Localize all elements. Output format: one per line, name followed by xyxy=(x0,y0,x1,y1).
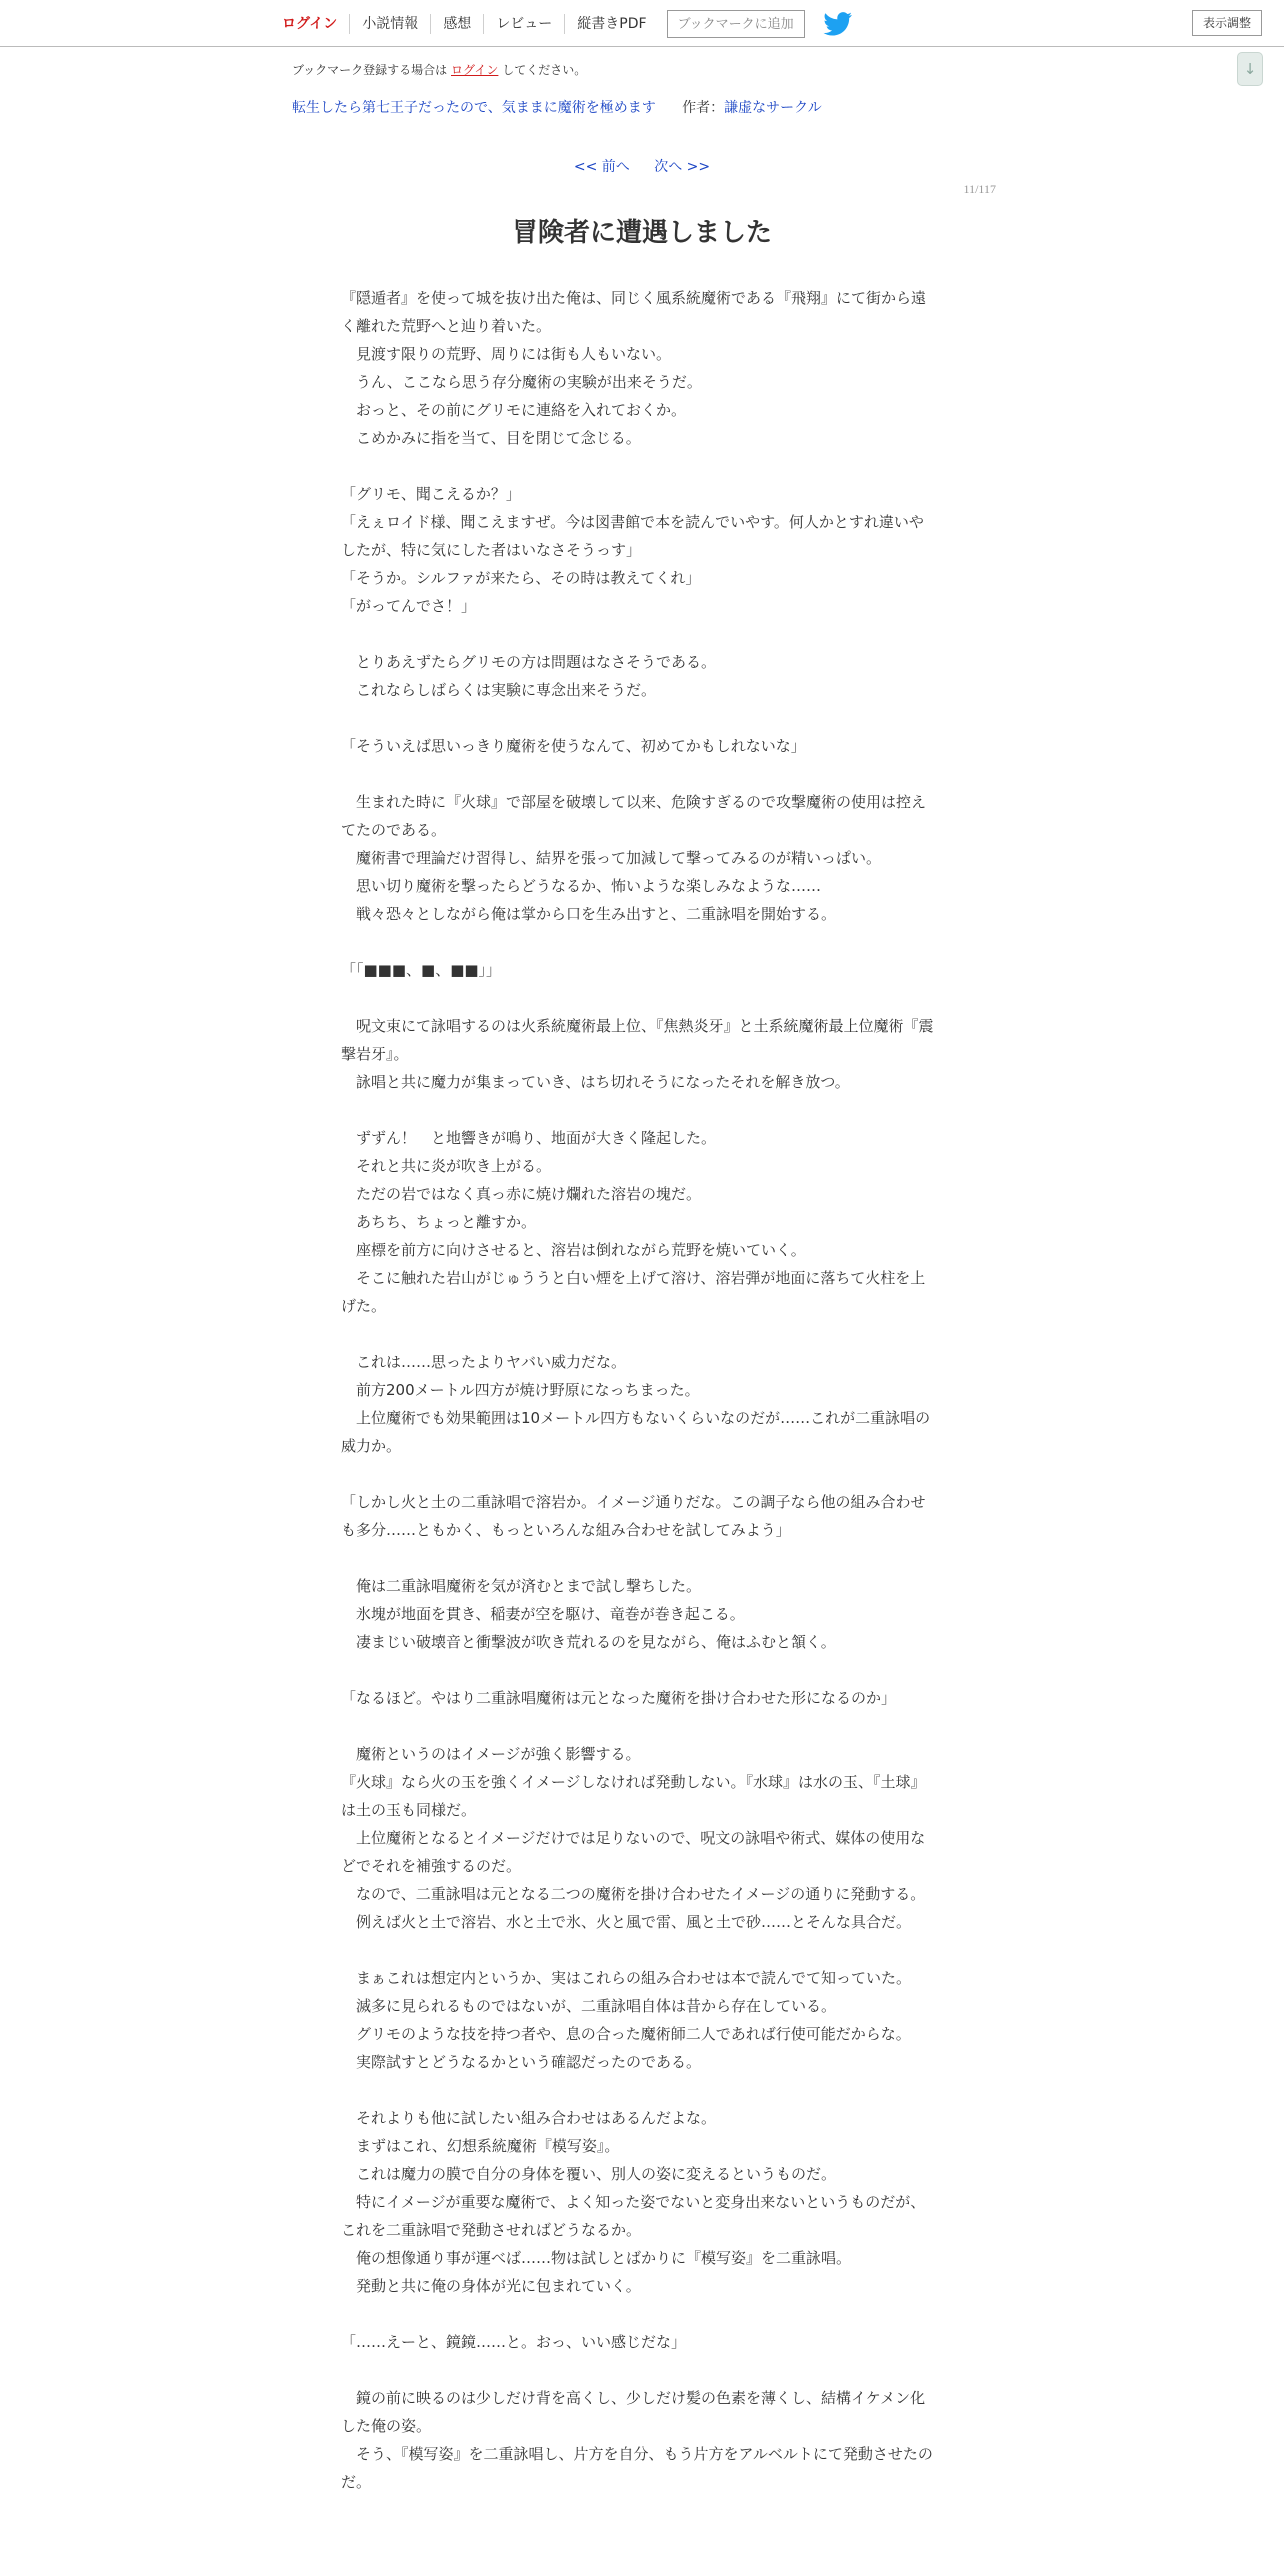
body-paragraph xyxy=(341,1544,936,1572)
body-paragraph: まずはこれ、幻想系統魔術『模写姿』。 xyxy=(341,2137,620,2155)
nav-novel-info[interactable]: 小説情報 xyxy=(350,14,431,34)
body-paragraph xyxy=(341,1712,936,1740)
body-paragraph: 前方200メートル四方が焼け野原になっちまった。 xyxy=(341,1381,700,1399)
body-paragraph xyxy=(341,2300,936,2328)
body-paragraph xyxy=(341,1320,936,1348)
body-paragraph: 「えぇロイド様、聞こえますぜ。今は図書館で本を読んでいやす。何人かとすれ違いやしたが、特に気にした者はいなさそうっす」 xyxy=(341,513,924,559)
novel-title-link[interactable]: 転生したら第七王子だったので、気ままに魔術を極めます xyxy=(292,100,656,116)
body-paragraph: そう、『模写姿』を二重詠唱し、片方を自分、もう片方をアルベルトにて発動させたのだ。 xyxy=(341,2445,933,2491)
prev-chapter-link[interactable]: << 前へ xyxy=(573,159,630,175)
body-paragraph xyxy=(341,1460,936,1488)
body-paragraph: 詠唱と共に魔力が集まっていき、はち切れそうになったそれを解き放つ。 xyxy=(341,1073,850,1091)
body-paragraph: ずずん！ と地響きが鳴り、地面が大きく隆起した。 xyxy=(341,1129,717,1147)
body-paragraph: 「なるほど。やはり二重詠唱魔術は元となった魔術を掛け合わせた形になるのか」 xyxy=(341,1689,897,1707)
body-paragraph xyxy=(341,704,936,732)
body-paragraph: あちち、ちょっと離すか。 xyxy=(341,1213,537,1231)
body-paragraph: 「……えーと、鏡鏡……と。おっ、いい感じだな」 xyxy=(341,2333,687,2351)
body-paragraph: とりあえずたらグリモの方は問題はなさそうである。 xyxy=(341,653,717,671)
body-paragraph: それと共に炎が吹き上がる。 xyxy=(341,1157,552,1175)
body-paragraph: 俺は二重詠唱魔術を気が済むとまで試し撃ちした。 xyxy=(341,1577,702,1595)
body-paragraph: グリモのような技を持つ者や、息の合った魔術師二人であれば行使可能だからな。 xyxy=(341,2025,911,2043)
add-bookmark-button[interactable]: ブックマークに追加 xyxy=(667,10,805,38)
body-paragraph: 鏡の前に映るのは少しだけ背を高くし、少しだけ髪の色素を薄くし、結構イケメン化した俺の姿。 xyxy=(341,2389,926,2435)
body-paragraph xyxy=(341,620,936,648)
chapter-pager xyxy=(0,156,1284,176)
nav-impressions[interactable]: 感想 xyxy=(431,14,484,34)
body-paragraph: なので、二重詠唱は元となる二つの魔術を掛け合わせたイメージの通りに発動する。 xyxy=(341,1885,926,1903)
body-paragraph: 凄まじい破壊音と衝撃波が吹き荒れるのを見ながら、俺はふむと頷く。 xyxy=(341,1633,836,1651)
bookmark-note-suffix: してください。 xyxy=(502,63,587,77)
novel-header xyxy=(292,97,822,117)
body-paragraph xyxy=(341,2356,936,2384)
body-paragraph: 『隠遁者』を使って城を抜け出た俺は、同じく風系統魔術である『飛翔』にて街から遠く離れた荒野へと辿り着いた。 xyxy=(341,289,927,335)
body-paragraph: 発動と共に俺の身体が光に包まれていく。 xyxy=(341,2277,641,2295)
body-paragraph: これは魔力の膜で自分の身体を覆い、別人の姿に変えるというものだ。 xyxy=(341,2165,837,2183)
body-paragraph: 俺の想像通り事が運べば……物は試しとばかりに『模写姿』を二重詠唱。 xyxy=(341,2249,852,2267)
body-paragraph xyxy=(341,928,936,956)
body-paragraph: 「そういえば思いっきり魔術を使うなんて、初めてかもしれないな」 xyxy=(341,737,806,755)
body-paragraph: 見渡す限りの荒野、周りには街も人もいない。 xyxy=(341,345,672,363)
nav-review[interactable]: レビュー xyxy=(484,14,565,34)
body-paragraph: 『火球』なら火の玉を強くイメージしなければ発動しない。『水球』は水の玉、『土球』は土の玉も同様だ。 xyxy=(341,1773,926,1819)
body-paragraph: 思い切り魔術を撃ったらどうなるか、怖いような楽しみなような…… xyxy=(341,877,822,895)
top-navigation-bar xyxy=(0,0,1284,47)
body-paragraph: 呪文束にて詠唱するのは火系統魔術最上位、『焦熱炎牙』と土系統魔術最上位魔術『震撃岩牙』。 xyxy=(341,1017,934,1063)
twitter-bird-icon[interactable] xyxy=(823,12,853,36)
body-paragraph: 「そうか。シルファが来たら、その時は教えてくれ」 xyxy=(341,569,701,587)
body-paragraph: うん、ここなら思う存分魔術の実験が出来そうだ。 xyxy=(341,373,702,391)
body-paragraph xyxy=(341,2076,936,2104)
body-paragraph: これは……思ったよりヤバい威力だな。 xyxy=(341,1353,627,1371)
body-paragraph: 「「■■■、■、■■」」 xyxy=(341,961,502,979)
display-settings-button[interactable]: 表示調整 xyxy=(1192,10,1262,36)
body-paragraph: 実際試すとどうなるかという確認だったのである。 xyxy=(341,2053,702,2071)
body-paragraph: まぁこれは想定内というか、実はこれらの組み合わせは本で読んでて知っていた。 xyxy=(341,1969,912,1987)
chapter-body xyxy=(341,284,936,2496)
main-nav xyxy=(272,0,853,47)
body-paragraph xyxy=(341,760,936,788)
body-paragraph: 上位魔術となるとイメージだけでは足りないので、呪文の詠唱や術式、媒体の使用などでそれを補強するのだ。 xyxy=(341,1829,926,1875)
scroll-down-icon[interactable]: ↓ xyxy=(1237,52,1263,86)
body-paragraph: 滅多に見られるものではないが、二重詠唱自体は昔から存在している。 xyxy=(341,1997,837,2015)
body-paragraph: 「グリモ、聞こえるか？」 xyxy=(341,485,521,503)
body-paragraph: これならしばらくは実験に専念出来そうだ。 xyxy=(341,681,657,699)
bookmark-login-note xyxy=(292,61,586,78)
body-paragraph xyxy=(341,452,936,480)
author-label: 作者： xyxy=(682,100,725,116)
body-paragraph: 「しかし火と土の二重詠唱で溶岩か。イメージ通りだな。この調子なら他の組み合わせも多分……ともかく、もっといろんな組み合わせを試してみよう」 xyxy=(341,1493,926,1539)
body-paragraph: 「がってんでさ！」 xyxy=(341,597,477,615)
body-paragraph: 上位魔術でも効果範囲は10メートル四方もないくらいなのだが……これが二重詠唱の威力か。 xyxy=(341,1409,931,1455)
bookmark-note-login-link[interactable]: ログイン xyxy=(451,63,499,77)
body-paragraph: それよりも他に試したい組み合わせはあるんだよな。 xyxy=(341,2109,717,2127)
bookmark-note-prefix: ブックマーク登録する場合は xyxy=(292,63,448,77)
body-paragraph xyxy=(341,1936,936,1964)
body-paragraph: 生まれた時に『火球』で部屋を破壊して以来、危険すぎるので攻撃魔術の使用は控えてたのである。 xyxy=(341,793,927,839)
body-paragraph: ただの岩ではなく真っ赤に焼け爛れた溶岩の塊だ。 xyxy=(341,1185,702,1203)
nav-vertical-pdf[interactable]: 縦書きPDF xyxy=(577,15,647,32)
body-paragraph: 特にイメージが重要な魔術で、よく知った姿でないと変身出来ないというものだが、これを二重詠唱で発動させればどうなるか。 xyxy=(341,2193,926,2239)
page-count: 11/117 xyxy=(963,182,996,196)
body-paragraph: 氷塊が地面を貫き、稲妻が空を駆け、竜巻が巻き起こる。 xyxy=(341,1605,745,1623)
next-chapter-link[interactable]: 次へ >> xyxy=(654,159,711,175)
body-paragraph: 戦々恐々としながら俺は掌から口を生み出すと、二重詠唱を開始する。 xyxy=(341,905,837,923)
body-paragraph: 魔術書で理論だけ習得し、結界を張って加減して撃ってみるのが精いっぱい。 xyxy=(341,849,882,867)
author-link[interactable]: 謙虚なサークル xyxy=(724,100,822,116)
body-paragraph: 例えば火と土で溶岩、水と土で氷、火と風で雷、風と土で砂……とそんな具合だ。 xyxy=(341,1913,912,1931)
body-paragraph xyxy=(341,984,936,1012)
body-paragraph: 魔術というのはイメージが強く影響する。 xyxy=(341,1745,641,1763)
body-paragraph: 座標を前方に向けさせると、溶岩は倒れながら荒野を焼いていく。 xyxy=(341,1241,806,1259)
body-paragraph: おっと、その前にグリモに連絡を入れておくか。 xyxy=(341,401,687,419)
body-paragraph xyxy=(341,1096,936,1124)
body-paragraph xyxy=(341,1656,936,1684)
body-paragraph: こめかみに指を当て、目を閉じて念じる。 xyxy=(341,429,641,447)
body-paragraph: そこに触れた岩山がじゅううと白い煙を上げて溶け、溶岩弾が地面に落ちて火柱を上げた。 xyxy=(341,1269,926,1315)
chapter-title: 冒険者に遭遇しました xyxy=(511,218,772,248)
nav-login[interactable]: ログイン xyxy=(272,14,350,34)
